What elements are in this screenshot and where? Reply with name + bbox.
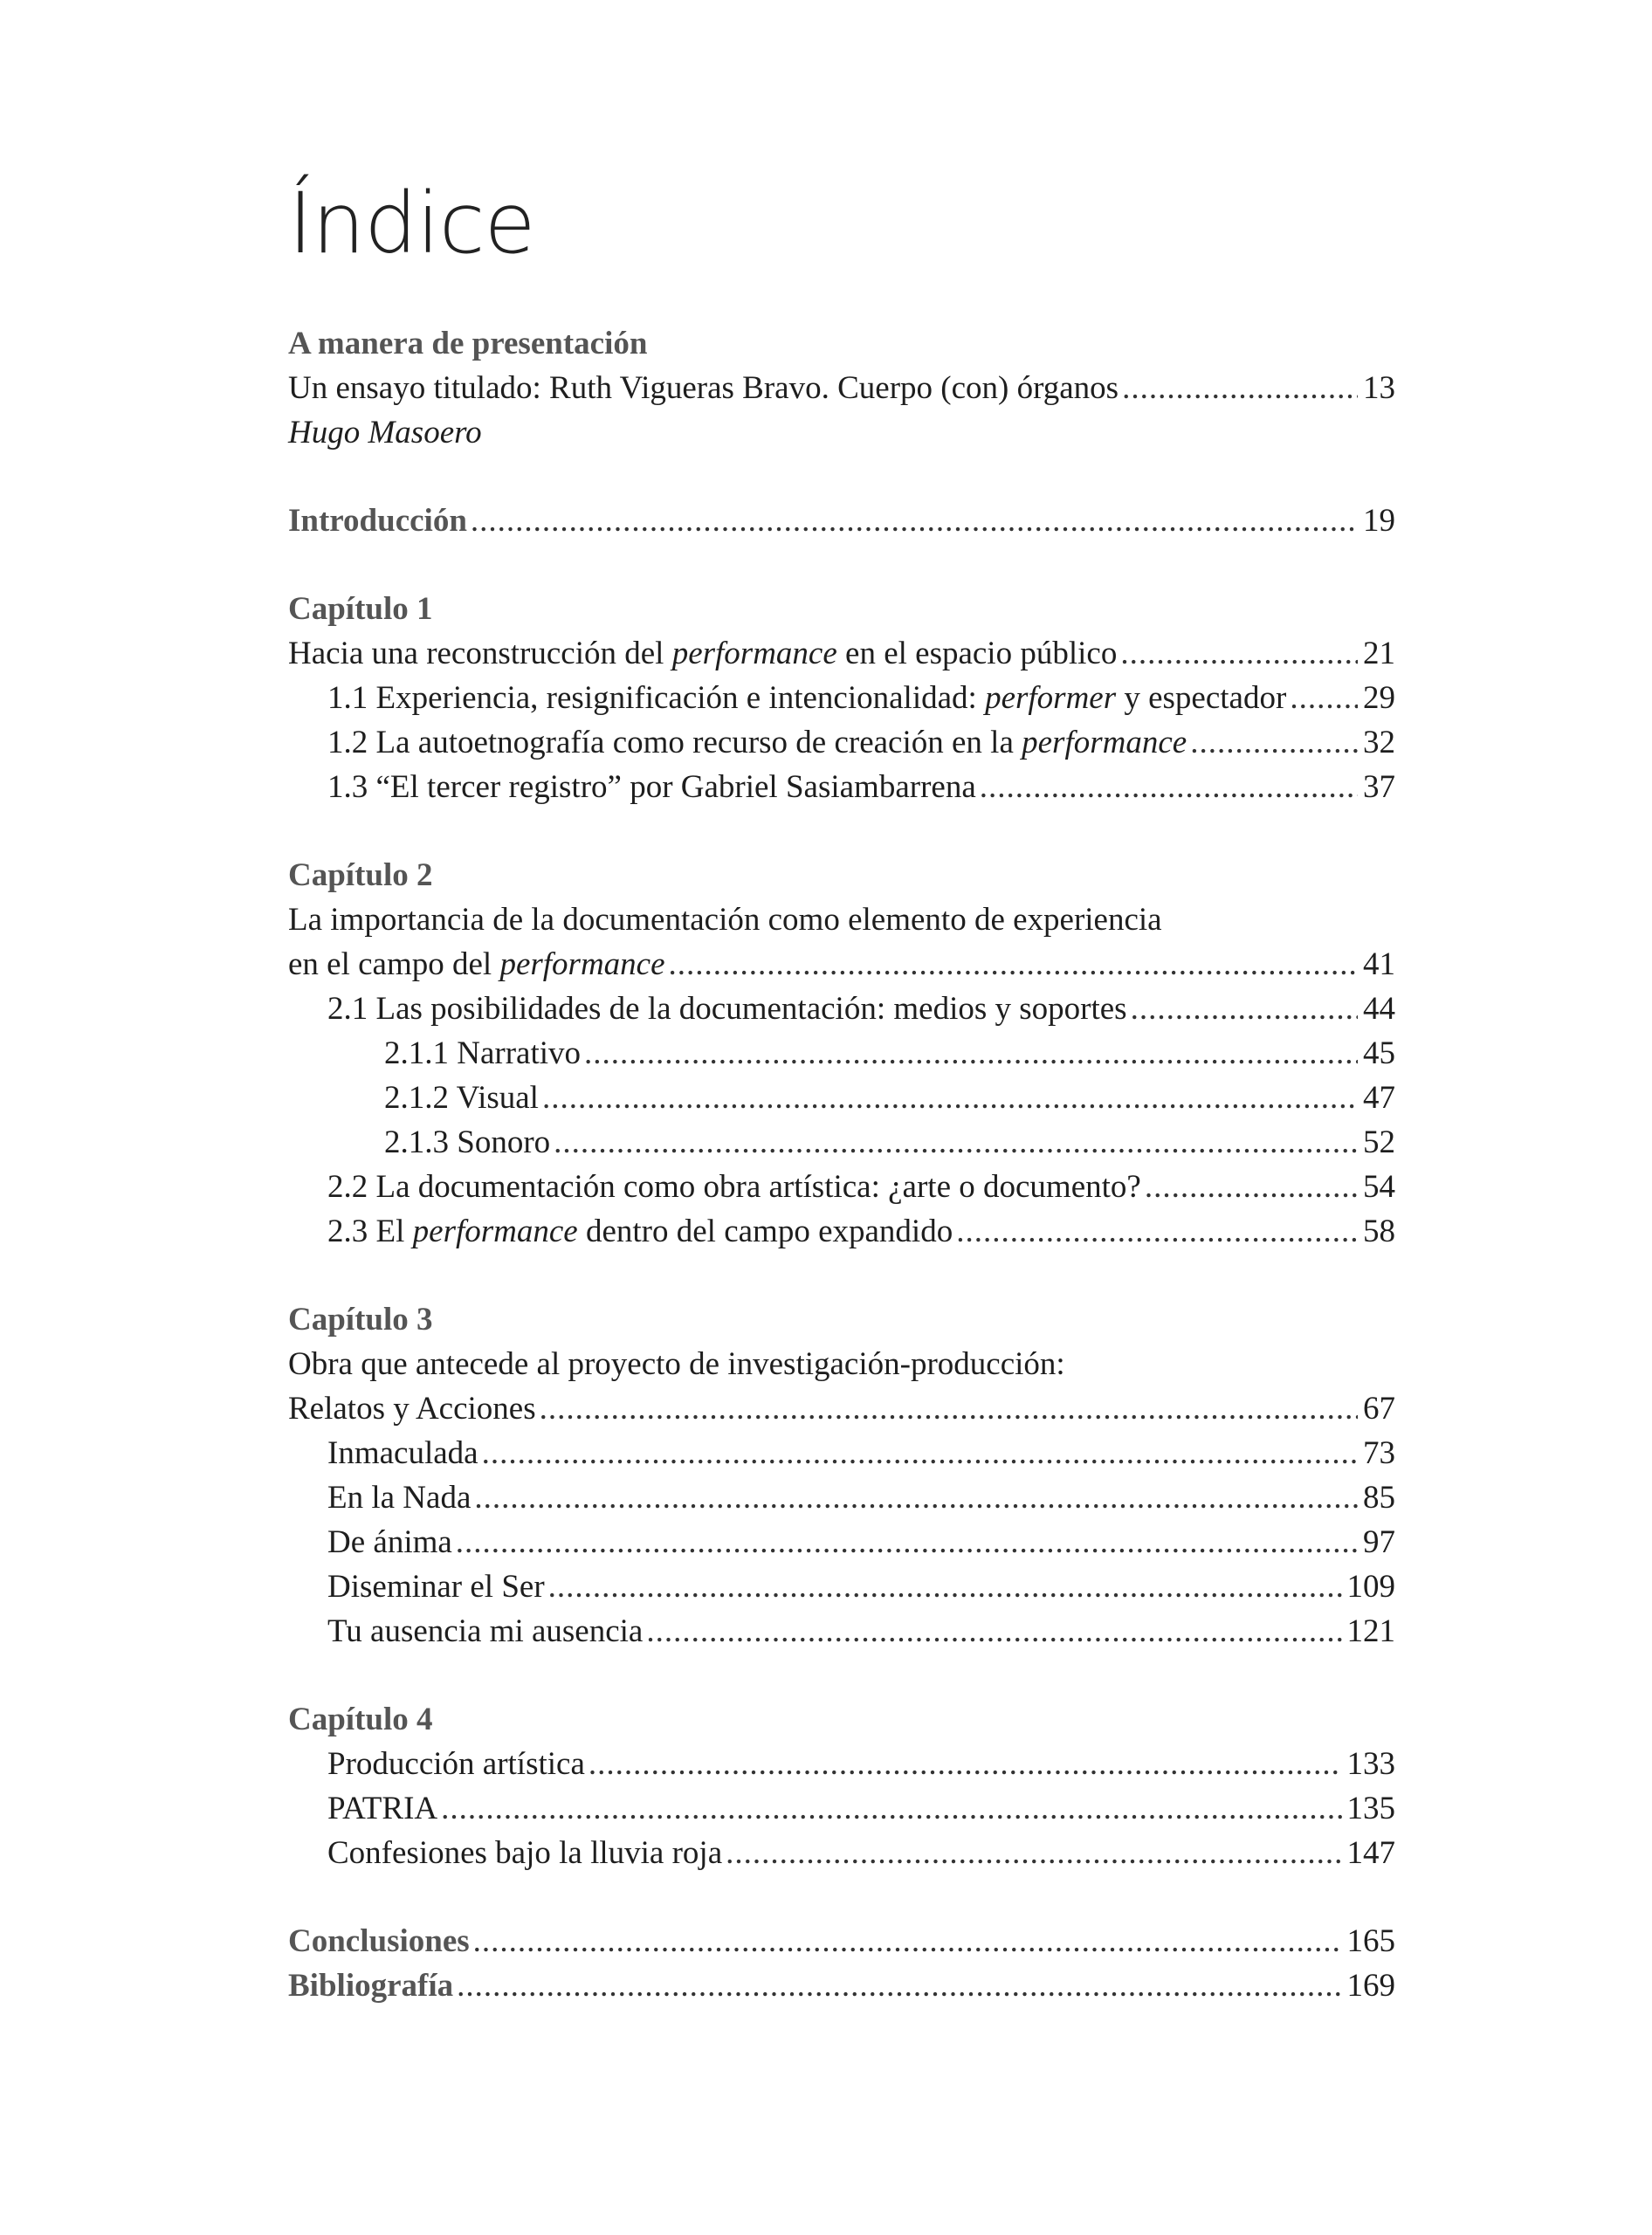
page-number: 21 bbox=[1363, 636, 1395, 671]
toc-entry-ch3-item[interactable] bbox=[288, 1520, 1395, 1564]
entry-title: 2.1 Las posibilidades de la documentación: medios y soportes bbox=[327, 991, 1127, 1027]
entry-title: en el campo del performance bbox=[288, 946, 665, 982]
entry-title: Producción artística bbox=[327, 1746, 585, 1782]
entry-title: 2.1.1 Narrativo bbox=[384, 1035, 582, 1071]
toc-entry-ch2-line2[interactable] bbox=[288, 942, 1395, 987]
dot-leader bbox=[956, 1209, 1358, 1254]
toc-entry-2-1-1[interactable] bbox=[288, 1031, 1395, 1076]
table-of-contents bbox=[288, 321, 1395, 2008]
page-number: 85 bbox=[1363, 1480, 1395, 1516]
dot-leader bbox=[554, 1120, 1358, 1165]
dot-leader bbox=[548, 1564, 1342, 1609]
entry-title: PATRIA bbox=[327, 1791, 438, 1826]
section-heading-presentation: A manera de presentación bbox=[288, 326, 648, 361]
page-number: 67 bbox=[1363, 1391, 1395, 1427]
toc-entry-ch2-line1[interactable] bbox=[288, 897, 1395, 942]
page-number: 165 bbox=[1346, 1923, 1395, 1959]
dot-leader bbox=[669, 942, 1358, 987]
toc-entry-1-3[interactable] bbox=[288, 765, 1395, 809]
page-number: 45 bbox=[1363, 1035, 1395, 1071]
entry-title: 1.2 La autoetnografía como recurso de creación en la performance bbox=[327, 725, 1187, 760]
entry-author: Hugo Masoero bbox=[288, 415, 482, 450]
entry-title: De ánima bbox=[327, 1524, 452, 1560]
toc-entry-ch4-item[interactable] bbox=[288, 1786, 1395, 1831]
dot-leader bbox=[1131, 987, 1358, 1031]
dot-leader bbox=[1290, 676, 1358, 720]
toc-entry-bibliography[interactable] bbox=[288, 1963, 1395, 2008]
entry-title: 2.2 La documentación como obra artística: ¿arte o documento? bbox=[327, 1169, 1141, 1205]
entry-title: Obra que antecede al proyecto de investigación-producción: bbox=[288, 1346, 1065, 1382]
page-number: 121 bbox=[1346, 1613, 1395, 1649]
dot-leader bbox=[441, 1786, 1341, 1831]
chapter-heading-2: Capítulo 2 bbox=[288, 857, 433, 893]
page-number: 41 bbox=[1363, 946, 1395, 982]
page-number: 37 bbox=[1363, 769, 1395, 805]
entry-title: Bibliografía bbox=[288, 1968, 454, 2004]
toc-entry-ch1-main[interactable] bbox=[288, 631, 1395, 676]
dot-leader bbox=[980, 765, 1358, 809]
toc-entry-2-1[interactable] bbox=[288, 987, 1395, 1031]
toc-entry-1-2[interactable] bbox=[288, 720, 1395, 765]
dot-leader bbox=[473, 1919, 1342, 1963]
chapter-heading-1: Capítulo 1 bbox=[288, 591, 433, 627]
entry-title: Inmaculada bbox=[327, 1435, 478, 1471]
page-number: 54 bbox=[1363, 1169, 1395, 1205]
toc-entry-essay[interactable] bbox=[288, 366, 1395, 410]
entry-title: En la Nada bbox=[327, 1480, 472, 1516]
page-number: 97 bbox=[1363, 1524, 1395, 1560]
toc-entry-ch3-item[interactable] bbox=[288, 1609, 1395, 1654]
entry-title: Un ensayo titulado: Ruth Vigueras Bravo. Cuerpo (con) órganos bbox=[288, 370, 1119, 406]
toc-entry-ch3-item[interactable] bbox=[288, 1431, 1395, 1475]
dot-leader bbox=[589, 1742, 1342, 1786]
dot-leader bbox=[584, 1031, 1358, 1076]
dot-leader bbox=[457, 1963, 1341, 2008]
toc-entry-ch3-item[interactable] bbox=[288, 1475, 1395, 1520]
entry-title: 2.1.2 Visual bbox=[384, 1080, 539, 1116]
page-title: Índice bbox=[288, 175, 535, 272]
dot-leader bbox=[471, 499, 1358, 543]
toc-entry-ch4-item[interactable] bbox=[288, 1831, 1395, 1875]
page-number: 13 bbox=[1363, 370, 1395, 406]
page-number: 109 bbox=[1346, 1569, 1395, 1605]
entry-title: Diseminar el Ser bbox=[327, 1569, 545, 1605]
page-number: 47 bbox=[1363, 1080, 1395, 1116]
page-number: 169 bbox=[1346, 1968, 1395, 2004]
dot-leader bbox=[646, 1609, 1341, 1654]
toc-entry-2-3[interactable] bbox=[288, 1209, 1395, 1254]
page-number: 133 bbox=[1346, 1746, 1395, 1782]
page-number: 32 bbox=[1363, 725, 1395, 760]
dot-leader bbox=[456, 1520, 1358, 1564]
entry-title: 1.1 Experiencia, resignificación e intencionalidad: performer y espectador bbox=[327, 680, 1287, 716]
entry-title: Conclusiones bbox=[288, 1923, 470, 1959]
toc-entry-introduction[interactable] bbox=[288, 499, 1395, 543]
page-number: 44 bbox=[1363, 991, 1395, 1027]
page-number: 19 bbox=[1363, 503, 1395, 539]
page-number: 52 bbox=[1363, 1124, 1395, 1160]
toc-entry-ch4-item[interactable] bbox=[288, 1742, 1395, 1786]
dot-leader bbox=[474, 1475, 1358, 1520]
dot-leader bbox=[1120, 631, 1358, 676]
page-number: 29 bbox=[1363, 680, 1395, 716]
entry-title: 2.1.3 Sonoro bbox=[384, 1124, 551, 1160]
dot-leader bbox=[482, 1431, 1358, 1475]
chapter-heading-3: Capítulo 3 bbox=[288, 1302, 433, 1338]
toc-entry-ch3-item[interactable] bbox=[288, 1564, 1395, 1609]
entry-title: 2.3 El performance dentro del campo expandido bbox=[327, 1214, 953, 1249]
toc-entry-2-1-2[interactable] bbox=[288, 1076, 1395, 1120]
toc-entry-ch3-line2[interactable] bbox=[288, 1386, 1395, 1431]
entry-title: Confesiones bajo la lluvia roja bbox=[327, 1835, 723, 1871]
page-number: 135 bbox=[1346, 1791, 1395, 1826]
toc-entry-2-1-3[interactable] bbox=[288, 1120, 1395, 1165]
page-number: 58 bbox=[1363, 1214, 1395, 1249]
entry-title: Introducción bbox=[288, 503, 467, 539]
dot-leader bbox=[542, 1076, 1358, 1120]
entry-title: Relatos y Acciones bbox=[288, 1391, 536, 1427]
entry-title: Hacia una reconstrucción del performance en el espacio público bbox=[288, 636, 1118, 671]
toc-entry-1-1[interactable] bbox=[288, 676, 1395, 720]
dot-leader bbox=[726, 1831, 1341, 1875]
chapter-heading-4: Capítulo 4 bbox=[288, 1702, 433, 1737]
dot-leader bbox=[1145, 1165, 1358, 1209]
page-number: 147 bbox=[1346, 1835, 1395, 1871]
dot-leader bbox=[1190, 720, 1358, 765]
dot-leader bbox=[540, 1386, 1358, 1431]
page-number: 73 bbox=[1363, 1435, 1395, 1471]
toc-entry-2-2[interactable] bbox=[288, 1165, 1395, 1209]
toc-entry-ch3-line1[interactable] bbox=[288, 1342, 1395, 1386]
entry-title: Tu ausencia mi ausencia bbox=[327, 1613, 644, 1649]
entry-title: La importancia de la documentación como elemento de experiencia bbox=[288, 902, 1162, 938]
dot-leader bbox=[1122, 366, 1358, 410]
toc-entry-conclusions[interactable] bbox=[288, 1919, 1395, 1963]
entry-title: 1.3 “El tercer registro” por Gabriel Sasiambarrena bbox=[327, 769, 976, 805]
